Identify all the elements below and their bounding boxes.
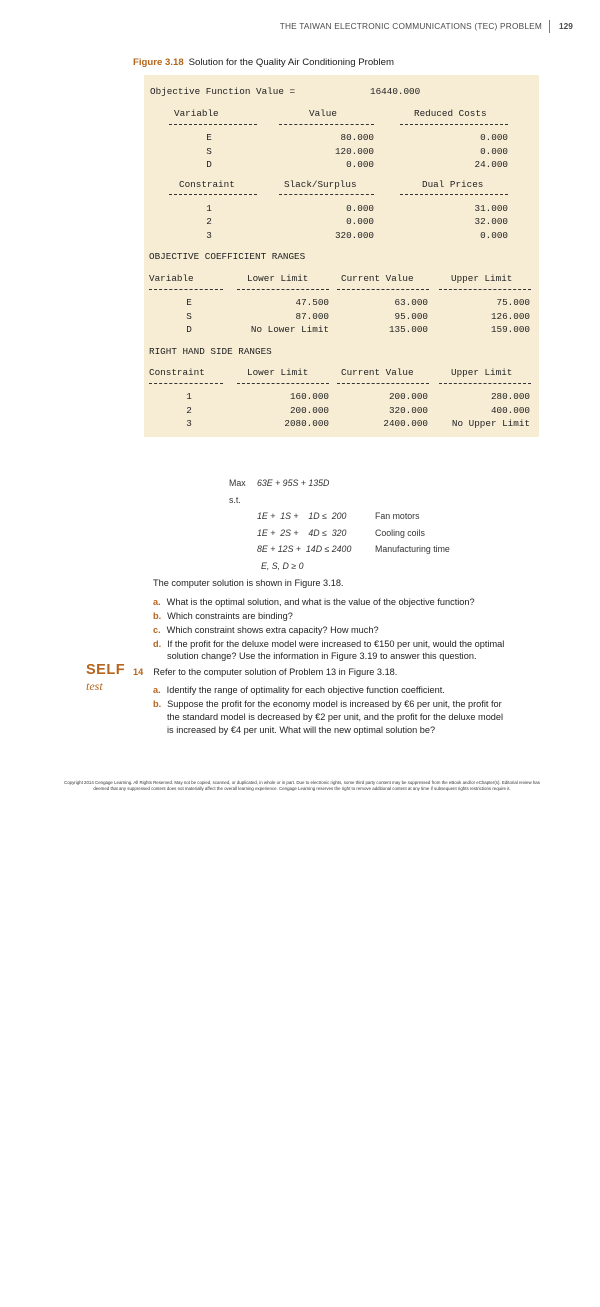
rhs-current: 200.000 (388, 391, 428, 402)
con-header-slack: Slack/Surplus (284, 179, 357, 190)
var-name: E (206, 132, 212, 143)
var-reduced-cost: 24.000 (474, 159, 508, 170)
occ-lower: No Lower Limit (250, 324, 329, 335)
dash-rule (149, 383, 223, 384)
item-text: Which constraints are binding? (167, 611, 293, 621)
problem14-item-a (153, 685, 445, 695)
self-test-marker-sub: test (86, 679, 103, 693)
occ-current: 63.000 (394, 297, 428, 308)
dash-rule (337, 289, 429, 290)
occ-lower: 47.500 (295, 297, 329, 308)
problem13-item-d (153, 639, 504, 649)
rhs-constraint: 3 (186, 418, 192, 429)
con-id: 2 (206, 216, 212, 227)
rhs-upper: 400.000 (490, 405, 530, 416)
problem14-intro (133, 667, 397, 677)
model-constraint-desc: Cooling coils (375, 528, 425, 538)
rhs-upper: No Upper Limit (451, 418, 530, 429)
item-letter: b. (153, 699, 162, 709)
occ-var: E (186, 297, 192, 308)
rhs-header-lower: Lower Limit (247, 367, 309, 378)
page-number: 129 (559, 21, 573, 31)
occ-header-variable: Variable (149, 273, 194, 284)
occ-header-lower: Lower Limit (247, 273, 309, 284)
item-letter: c. (153, 625, 161, 635)
rhs-constraint: 2 (186, 405, 192, 416)
dash-rule (149, 289, 223, 290)
problem13-intro: The computer solution is shown in Figure 3.18. (153, 578, 344, 588)
item-letter: d. (153, 639, 162, 649)
dash-rule (169, 124, 257, 125)
con-dual: 32.000 (474, 216, 508, 227)
con-id: 3 (206, 230, 212, 241)
var-header-reduced-costs: Reduced Costs (414, 108, 487, 119)
solver-output-box (144, 75, 539, 437)
occ-upper: 159.000 (490, 324, 530, 335)
model-max-label: Max (229, 478, 246, 488)
dash-rule (400, 124, 508, 125)
model-constraint-desc: Manufacturing time (375, 544, 450, 554)
occ-title: OBJECTIVE COEFFICIENT RANGES (149, 251, 306, 262)
con-header-constraint: Constraint (179, 179, 235, 190)
var-value: 80.000 (340, 132, 374, 143)
dash-rule (439, 383, 531, 384)
rhs-lower: 2080.000 (284, 418, 329, 429)
problem13-item-a (153, 597, 475, 607)
item-letter: a. (153, 597, 161, 607)
occ-current: 95.000 (394, 311, 428, 322)
problem14-item-b-cont: the standard model is decreased by €2 per unit, and the profit for the deluxe model (167, 712, 504, 722)
var-value: 0.000 (346, 159, 374, 170)
item-text: Which constraint shows extra capacity? How much? (166, 625, 379, 635)
item-text: Suppose the profit for the economy model is increased by €6 per unit, the profit for (167, 699, 502, 709)
rhs-header-constraint: Constraint (149, 367, 205, 378)
copyright-line: deemed that any suppressed content does not materially affect the overall learning experience. Cengage Learning reserves the right to remove additional content at any time if subsequent rights restrictions require it. (93, 786, 511, 791)
problem14-item-b-cont: is increased by €4 per unit. What will the new optimal solution be? (167, 725, 436, 735)
model-constraint-lhs: 1E + 1S + 1D ≤ 200 (257, 511, 347, 521)
rhs-upper: 280.000 (490, 391, 530, 402)
rhs-header-upper: Upper Limit (451, 367, 513, 378)
rhs-current: 320.000 (388, 405, 428, 416)
dash-rule (169, 194, 257, 195)
item-text: If the profit for the deluxe model were increased to €150 per unit, would the optimal (167, 639, 505, 649)
occ-current: 135.000 (388, 324, 428, 335)
var-reduced-cost: 0.000 (480, 132, 508, 143)
model-constraint-desc: Fan motors (375, 511, 420, 521)
con-slack: 320.000 (334, 230, 374, 241)
con-dual: 31.000 (474, 203, 508, 214)
problem13-item-c (153, 625, 379, 635)
con-dual: 0.000 (480, 230, 508, 241)
problem13-item-b (153, 611, 293, 621)
copyright-footer (32, 780, 572, 792)
con-id: 1 (206, 203, 212, 214)
var-name: S (206, 146, 212, 157)
dash-rule (279, 194, 374, 195)
item-letter: a. (153, 685, 161, 695)
occ-upper: 126.000 (490, 311, 530, 322)
dash-rule (237, 383, 329, 384)
occ-var: S (186, 311, 192, 322)
dash-rule (237, 289, 329, 290)
problem14-item-b (153, 699, 502, 709)
copyright-line: Copyright 2014 Cengage Learning. All Rights Reserved. May not be copied, scanned, or duplicated, in whole or in part. Due to electronic rights, some third party content may be suppressed from the eBook and/or eChapter(s). Editorial review has (64, 780, 540, 785)
model-st-label: s.t. (229, 495, 241, 505)
model-constraint-lhs: 1E + 2S + 4D ≤ 320 (257, 528, 347, 538)
dash-rule (279, 124, 374, 125)
rhs-title: RIGHT HAND SIDE RANGES (149, 346, 272, 357)
item-text: Identify the range of optimality for each objective function coefficient. (166, 685, 445, 695)
occ-var: D (186, 324, 192, 335)
occ-header-current: Current Value (341, 273, 414, 284)
var-header-value: Value (309, 108, 337, 119)
rhs-constraint: 1 (186, 391, 192, 402)
objective-value: 16440.000 (370, 86, 421, 97)
problem13-item-d-cont: solution change? Use the information in Figure 3.19 to answer this question. (167, 651, 477, 661)
self-test-marker: SELF (86, 662, 126, 678)
figure-caption-text: Solution for the Quality Air Conditioning Problem (188, 57, 394, 68)
occ-upper: 75.000 (496, 297, 530, 308)
model-objective: 63E + 95S + 135D (257, 478, 330, 488)
rhs-lower: 200.000 (289, 405, 329, 416)
var-reduced-cost: 0.000 (480, 146, 508, 157)
header-divider (549, 20, 550, 33)
problem14-intro-text: Refer to the computer solution of Problem 13 in Figure 3.18. (153, 667, 398, 677)
con-slack: 0.000 (346, 203, 374, 214)
occ-header-upper: Upper Limit (451, 273, 513, 284)
model-constraint-lhs: 8E + 12S + 14D ≤ 2400 (257, 544, 352, 554)
rhs-lower: 160.000 (289, 391, 329, 402)
var-value: 120.000 (334, 146, 374, 157)
item-text: What is the optimal solution, and what is the value of the objective function? (166, 597, 475, 607)
problem-number: 14 (133, 667, 144, 677)
con-header-dual-prices: Dual Prices (422, 179, 484, 190)
var-header-variable: Variable (174, 108, 219, 119)
rhs-header-current: Current Value (341, 367, 414, 378)
con-slack: 0.000 (346, 216, 374, 227)
model-nonnegativity: E, S, D ≥ 0 (261, 561, 304, 571)
dash-rule (439, 289, 531, 290)
objective-label: Objective Function Value = (150, 86, 296, 97)
dash-rule (400, 194, 508, 195)
item-letter: b. (153, 611, 162, 621)
occ-lower: 87.000 (295, 311, 329, 322)
dash-rule (337, 383, 429, 384)
var-name: D (206, 159, 212, 170)
running-head: THE TAIWAN ELECTRONIC COMMUNICATIONS (TEC) PROBLEM (279, 21, 542, 31)
figure-caption (133, 57, 394, 68)
rhs-current: 2400.000 (383, 418, 428, 429)
figure-label: Figure 3.18 (133, 57, 184, 68)
page-header (0, 20, 600, 40)
